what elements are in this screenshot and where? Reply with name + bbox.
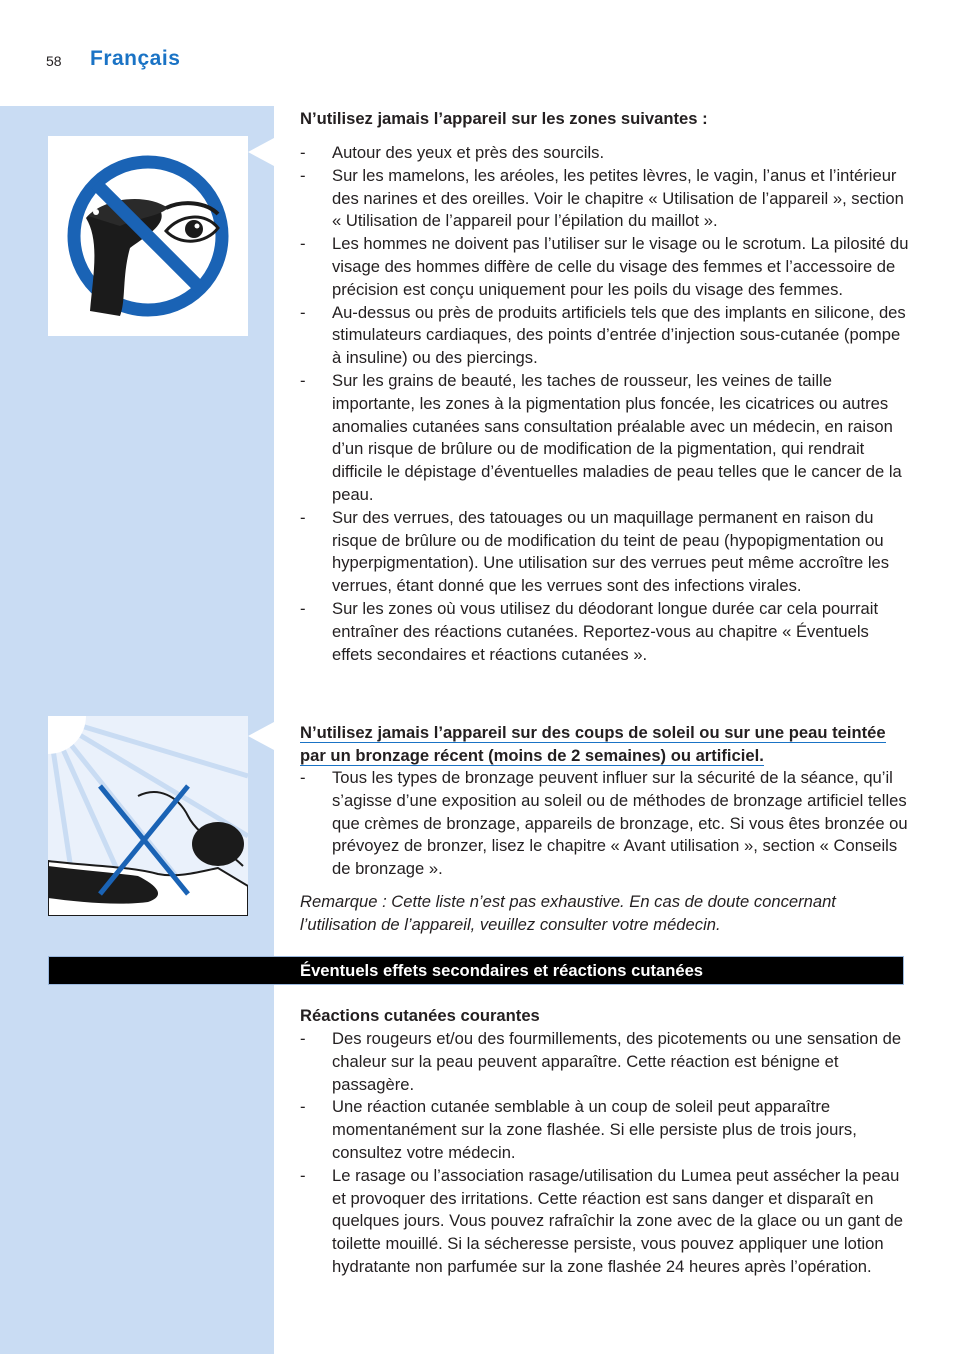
common-reactions-heading: Réactions cutanées courantes: [300, 1006, 540, 1025]
list-item: - Les hommes ne doivent pas l’utiliser sur le visage ou le scrotum. La pilosité du visage des hommes diffère de celle du visage des femmes et l’accessoire de précision est conçu uniquement pour les poils du visage des femmes.: [300, 233, 910, 301]
tanning-list: [300, 767, 910, 881]
list-item: - Autour des yeux et près des sourcils.: [300, 142, 910, 165]
list-item: - Des rougeurs et/ou des fourmillements, des picotements ou une sensation de chaleur sur la peau peuvent apparaître. Cette réaction est bénigne et passagère.: [300, 1028, 910, 1096]
list-item: - Une réaction cutanée semblable à un coup de soleil peut apparaître momentanément sur la zone flashée. Si elle persiste plus de trois jours, consultez votre médecin.: [300, 1096, 910, 1164]
reactions-list: [300, 1028, 910, 1279]
list-item: - Sur les grains de beauté, les taches de rousseur, les veines de taille importante, les zones à la pigmentation plus foncée, les cicatrices ou autres anomalies cutanées sans consultation préalable avec un médecin, en raison d’un risque de brûlure ou de modification de la pigmentation, qui rendrait difficile le dépistage d’éventuelles maladies de peau telles que le cancer de la peau.: [300, 370, 910, 507]
forbidden-zones-list: [300, 142, 910, 666]
list-item: - Sur les mamelons, les aréoles, les petites lèvres, le vagin, l’anus et l’intérieur des narines et des oreilles. Voir le chapitre « Utilisation de l’appareil », section « Utilisation de l’appareil pour l’épilation du maillot ».: [300, 165, 910, 233]
list-item: - Au-dessus ou près de produits artificiels tels que des implants en silicone, des stimulateurs cardiaques, des points d’entrée d’injection sous-cutanée (pompe à insuline) ou des piercings.: [300, 302, 910, 370]
list-item: - Tous les types de bronzage peuvent influer sur la sécurité de la séance, qu’il s’agisse d’une exposition au soleil ou de méthodes de bronzage artificiel telles que crèmes de bronzage, appareils de bronzage, etc. Si vous êtes bronzée ou prévoyez de bronzer, lisez le chapitre « Avant utilisation », section « Conseils de bronzage ».: [300, 767, 910, 881]
section-heading: N’utilisez jamais l’appareil sur les zones suivantes :: [300, 109, 708, 128]
section-banner: [48, 956, 904, 985]
page-number: 58: [46, 53, 62, 69]
prohibited-eye-icon: [48, 136, 248, 336]
sunburn-heading-text: N’utilisez jamais l’appareil sur des coups de soleil ou sur une peau teintée par un bronzage récent (moins de 2 semaines) ou artificiel.: [300, 723, 886, 765]
sidebar-notch: [248, 138, 274, 166]
prohibited-sunbathing-icon: [48, 716, 248, 916]
banner-title: Éventuels effets secondaires et réactions cutanées: [300, 961, 704, 980]
section-language-title: Français: [90, 47, 181, 70]
list-item: - Le rasage ou l’association rasage/utilisation du Lumea peut assécher la peau et provoquer des irritations. Cette réaction est sans danger et disparaît en quelques jours. Vous pouvez rafraîchir la zone avec de la glace ou un gant de toilette mouillé. Si la sécheresse persiste, vous pouvez appliquer une lotion hydratante non parfumée sur la zone flashée 24 heures après l’opération.: [300, 1165, 910, 1279]
illustration-no-sunburn: [48, 716, 248, 916]
illustration-no-eye-area: [48, 136, 248, 336]
list-item: - Sur des verrues, des tatouages ou un maquillage permanent en raison du risque de brûlure ou de modification du teint de peau (hypopigmentation ou hyperpigmentation). Une utilisation sur des verrues peut même accroître les verrues, étant donné que les verrues sont des infections virales.: [300, 507, 910, 598]
list-item: - Sur les zones où vous utilisez du déodorant longue durée car cela pourrait entraîner des réactions cutanées. Reportez-vous au chapitre « Éventuels effets secondaires et réactions cutanées ».: [300, 598, 910, 666]
sunburn-heading: [300, 722, 910, 768]
remark-note: Remarque : Cette liste n’est pas exhaustive. En cas de doute concernant l’utilisation de l’appareil, veuillez consulter votre médecin.: [300, 892, 836, 934]
sidebar-notch: [248, 722, 274, 750]
